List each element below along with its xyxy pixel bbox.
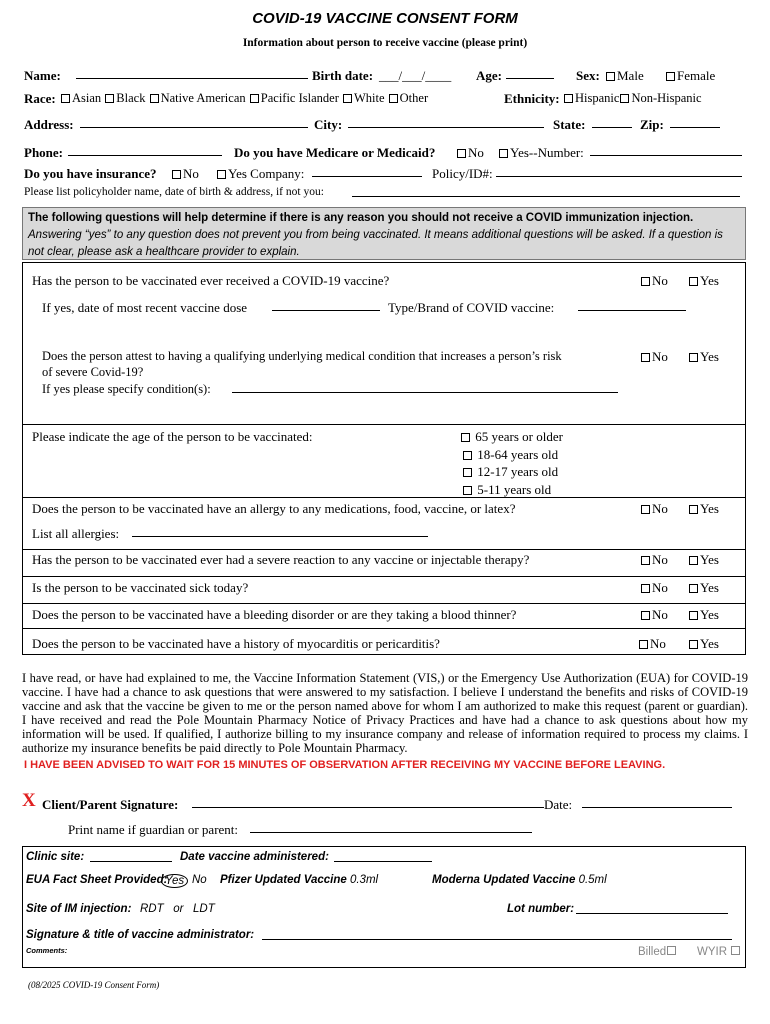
administrator-signature-label: Signature & title of vaccine administrator:	[26, 929, 255, 941]
form-title: COVID-19 VACCINE CONSENT FORM	[252, 10, 518, 27]
screening-notice	[22, 207, 746, 260]
im-site-label: Site of IM injection:	[26, 903, 132, 915]
q2-no-option[interactable]: No	[640, 349, 668, 365]
comments-label: Comments:	[26, 946, 68, 955]
checkbox-icon[interactable]	[250, 94, 259, 103]
phone-label: Phone:	[24, 145, 63, 160]
sex-option-male[interactable]: Male	[605, 68, 644, 84]
checkbox-icon[interactable]	[689, 556, 698, 565]
checkbox-icon[interactable]	[689, 611, 698, 620]
policy-label: Policy/ID#:	[432, 166, 493, 181]
ethnicity-options: Hispanic Non-Hispanic	[563, 91, 702, 106]
race-label: Race:	[24, 91, 56, 106]
screening-questions-table	[22, 262, 746, 655]
checkbox-icon[interactable]	[61, 94, 70, 103]
checkbox-icon[interactable]	[667, 946, 676, 955]
signature-field[interactable]	[192, 797, 544, 808]
checkbox-icon[interactable]	[641, 611, 650, 620]
clinic-site-field[interactable]	[90, 851, 172, 862]
print-name-field[interactable]	[250, 822, 532, 833]
sign-here-x-mark: X	[22, 790, 36, 811]
insurance-no-option[interactable]: No	[171, 166, 199, 182]
lot-number-field[interactable]	[576, 903, 728, 914]
billed-option[interactable]: Billed	[638, 946, 678, 958]
checkbox-icon[interactable]	[389, 94, 398, 103]
city-label: City:	[314, 117, 343, 132]
age-option-18-64[interactable]: 18-64 years old	[462, 447, 558, 463]
q7-no-option[interactable]: No	[640, 607, 668, 623]
form-subtitle: Information about person to receive vaccine (please print)	[242, 37, 528, 49]
q4-yes-option[interactable]: Yes	[688, 501, 719, 517]
zip-field[interactable]	[670, 117, 720, 128]
q1-brand-field[interactable]	[578, 300, 686, 311]
policyholder-field[interactable]	[352, 186, 740, 197]
insurance-yes-option[interactable]: Yes Company:	[216, 166, 304, 182]
policyholder-label: Please list policyholder name, date of birth & address, if not you:	[24, 186, 324, 198]
im-site-options[interactable]: RDT or LDT	[140, 903, 215, 915]
age-option-65-plus[interactable]: 65 years or older	[460, 429, 563, 445]
insurance-company-field[interactable]	[312, 166, 422, 177]
address-label: Address:	[24, 117, 74, 132]
medicare-number-field[interactable]	[590, 145, 742, 156]
date-field[interactable]	[582, 797, 732, 808]
q8-no-option[interactable]: No	[638, 636, 666, 652]
q3-text: Please indicate the age of the person to be vaccinated:	[32, 429, 313, 444]
q1-date-field[interactable]	[272, 300, 380, 311]
wyir-option[interactable]: WYIR	[697, 946, 742, 958]
ethnicity-label: Ethnicity:	[504, 91, 560, 106]
eua-label: EUA Fact Sheet Provided:	[26, 874, 168, 886]
q5-yes-option[interactable]: Yes	[688, 552, 719, 568]
checkbox-icon[interactable]	[641, 584, 650, 593]
q2-text-line1: Does the person attest to having a qualifying underlying medical condition that increases a person’s risk	[42, 349, 562, 363]
checkbox-icon[interactable]	[105, 94, 114, 103]
observation-warning: I HAVE BEEN ADVISED TO WAIT FOR 15 MINUTES OF OBSERVATION AFTER RECEIVING MY VACCINE BEFORE LEAVING.	[24, 759, 666, 771]
q2-text-line3: If yes please specify condition(s):	[42, 382, 211, 396]
q2-yes-option[interactable]: Yes	[688, 349, 719, 365]
race-options: Asian Black Native American Pacific Islander White Other	[60, 91, 428, 106]
date-label: Date:	[544, 797, 573, 812]
policy-field[interactable]	[496, 166, 742, 177]
birth-date-label: Birth date:	[312, 68, 374, 83]
q1-no-option[interactable]: No	[640, 273, 668, 289]
consent-paragraph: I have read, or have had explained to me, the Vaccine Information Statement (VIS,) or the Emergency Use Authorization (EUA) for COVID-19 vaccine. I have had a chance to ask questions that were answered to my satisfaction. I believe I understand the benefits and risks of COVID-19 vaccine and ask that the vaccine be given to me or the person named above for whom I am authorized to make this request (parent or guardian). I have received and read the Pole Mountain Pharmacy Notice of Privacy Practices and have had a chance to ask questions about how my information will be used. If qualified, I authorize billing to my insurance company and release of information required to process my claims. I authorize my insurance benefits be paid directly to Pole Mountain Pharmacy.	[22, 671, 748, 755]
city-field[interactable]	[348, 117, 544, 128]
lot-number-label: Lot number:	[507, 903, 575, 915]
q1-text: Has the person to be vaccinated ever received a COVID-19 vaccine?	[32, 273, 390, 288]
checkbox-icon[interactable]	[457, 149, 466, 158]
checkbox-icon[interactable]	[641, 277, 650, 286]
q2-text-line2: of severe Covid-19?	[42, 365, 144, 379]
state-field[interactable]	[592, 117, 632, 128]
checkbox-icon[interactable]	[463, 468, 472, 477]
sex-option-female[interactable]: Female	[665, 68, 715, 84]
medicare-no-option[interactable]: No	[456, 145, 484, 161]
checkbox-icon[interactable]	[689, 584, 698, 593]
age-option-5-11[interactable]: 5-11 years old	[462, 482, 551, 498]
phone-field[interactable]	[68, 145, 222, 156]
q4-text: Does the person to be vaccinated have an allergy to any medications, food, vaccine, or latex?	[32, 501, 516, 516]
q2-condition-field[interactable]	[232, 382, 618, 393]
checkbox-icon[interactable]	[150, 94, 159, 103]
q8-yes-option[interactable]: Yes	[688, 636, 719, 652]
insurance-question: Do you have insurance?	[24, 166, 157, 181]
checkbox-icon[interactable]	[172, 170, 181, 179]
medicare-question: Do you have Medicare or Medicaid?	[234, 145, 436, 160]
print-name-label: Print name if guardian or parent:	[68, 822, 239, 837]
q1-followup-date-label: If yes, date of most recent vaccine dose	[42, 300, 248, 315]
q7-yes-option[interactable]: Yes	[688, 607, 719, 623]
name-label: Name:	[24, 68, 61, 83]
checkbox-icon[interactable]	[564, 94, 573, 103]
name-field[interactable]	[76, 68, 308, 79]
address-field[interactable]	[80, 117, 308, 128]
q6-no-option[interactable]: No	[640, 580, 668, 596]
q6-text: Is the person to be vaccinated sick today?	[32, 580, 249, 595]
q1-yes-option[interactable]: Yes	[688, 273, 719, 289]
eua-no-option[interactable]: No	[192, 874, 207, 886]
checkbox-icon[interactable]	[689, 277, 698, 286]
state-label: State:	[553, 117, 586, 132]
signature-label: Client/Parent Signature:	[42, 797, 179, 812]
pfizer-option[interactable]: Pfizer Updated Vaccine 0.3ml	[220, 874, 379, 886]
checkbox-icon[interactable]	[689, 505, 698, 514]
checkbox-icon[interactable]	[689, 353, 698, 362]
q4-followup-label: List all allergies:	[32, 526, 120, 541]
checkbox-icon[interactable]	[463, 451, 472, 460]
zip-label: Zip:	[640, 117, 664, 132]
checkbox-icon[interactable]	[641, 556, 650, 565]
checkbox-icon[interactable]	[689, 640, 698, 649]
checkbox-icon[interactable]	[606, 72, 615, 81]
age-option-12-17[interactable]: 12-17 years old	[462, 464, 558, 480]
checkbox-icon[interactable]	[641, 505, 650, 514]
age-label: Age:	[476, 68, 502, 83]
checkbox-icon[interactable]	[666, 72, 675, 81]
q7-text: Does the person to be vaccinated have a bleeding disorder or are they taking a blood thinner?	[32, 607, 517, 622]
q6-yes-option[interactable]: Yes	[688, 580, 719, 596]
q1-followup-brand-label: Type/Brand of COVID vaccine:	[388, 300, 555, 315]
checkbox-icon[interactable]	[639, 640, 648, 649]
checkbox-icon[interactable]	[461, 433, 470, 442]
checkbox-icon[interactable]	[343, 94, 352, 103]
q5-text: Has the person to be vaccinated ever had a severe reaction to any vaccine or injectable therapy?	[32, 552, 530, 567]
checkbox-icon[interactable]	[641, 353, 650, 362]
sex-label: Sex:	[576, 68, 600, 83]
medicare-yes-option[interactable]: Yes--Number:	[498, 145, 584, 161]
moderna-option[interactable]: Moderna Updated Vaccine 0.5ml	[432, 874, 607, 886]
q5-no-option[interactable]: No	[640, 552, 668, 568]
notice-line1: The following questions will help determine if there is any reason you should not receive a COVID immunization injection.	[28, 212, 694, 224]
administrator-signature-field[interactable]	[262, 929, 732, 940]
birth-date-field[interactable]: ___/___/____	[379, 68, 452, 83]
age-field[interactable]	[506, 68, 554, 79]
allergies-field[interactable]	[132, 526, 428, 537]
q4-no-option[interactable]: No	[640, 501, 668, 517]
eua-yes-option[interactable]: Yes	[161, 874, 188, 888]
q8-text: Does the person to be vaccinated have a history of myocarditis or pericarditis?	[32, 636, 440, 651]
checkbox-icon[interactable]	[731, 946, 740, 955]
clinic-site-label: Clinic site:	[26, 851, 85, 863]
notice-line2: Answering “yes” to any question does not prevent you from being vaccinated. It means additional questions will be asked. If a question is not clear, please ask a healthcare provider to explain.	[28, 229, 723, 258]
date-administered-label: Date vaccine administered:	[180, 851, 329, 863]
date-administered-field[interactable]	[334, 851, 432, 862]
checkbox-icon[interactable]	[217, 170, 226, 179]
checkbox-icon[interactable]	[620, 94, 629, 103]
form-version-footer: (08/2025 COVID-19 Consent Form)	[28, 980, 160, 990]
checkbox-icon[interactable]	[499, 149, 508, 158]
checkbox-icon[interactable]	[463, 486, 472, 495]
